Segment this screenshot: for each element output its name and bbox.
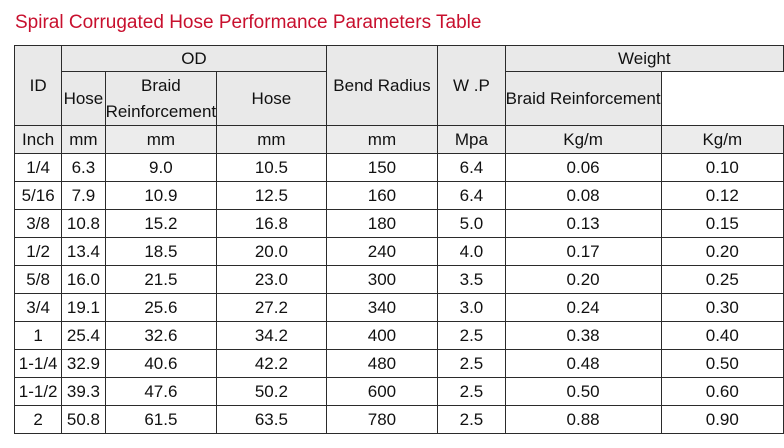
table-row [15, 350, 784, 378]
bend-radius-cell: 480 [326, 350, 438, 378]
id-mm-cell: 13.4 [62, 238, 105, 266]
id-inch-cell: 3/4 [15, 294, 62, 322]
table-row [15, 294, 784, 322]
wp-cell: 2.5 [438, 322, 505, 350]
od-hose-cell: 15.2 [105, 210, 217, 238]
wp-cell: 3.5 [438, 266, 505, 294]
table-row [15, 322, 784, 350]
od-hose-cell: 47.6 [105, 378, 217, 406]
od-braid-cell: 63.5 [217, 406, 327, 434]
od-braid-cell: 10.5 [217, 154, 327, 182]
wp-cell: 5.0 [438, 210, 505, 238]
id-mm-cell: 50.8 [62, 406, 105, 434]
wp-cell: 4.0 [438, 238, 505, 266]
weight-hose-cell: 0.13 [505, 210, 661, 238]
unit-inch: Inch [15, 126, 62, 154]
od-hose-cell: 9.0 [105, 154, 217, 182]
weight-header: Weight [505, 46, 783, 72]
unit-od-braid-mm: mm [217, 126, 327, 154]
od-hose-cell: 10.9 [105, 182, 217, 210]
od-braid-cell: 34.2 [217, 322, 327, 350]
weight-hose-cell: 0.06 [505, 154, 661, 182]
weight-hose-cell: 0.88 [505, 406, 661, 434]
table-row [15, 406, 784, 434]
unit-weight-braid: Kg/m [661, 126, 783, 154]
od-braid-cell: 16.8 [217, 210, 327, 238]
bend-radius-cell: 180 [326, 210, 438, 238]
wp-cell: 2.5 [438, 350, 505, 378]
unit-wp-mpa: Mpa [438, 126, 505, 154]
id-inch-cell: 5/8 [15, 266, 62, 294]
table-row [15, 210, 784, 238]
bend-radius-cell: 300 [326, 266, 438, 294]
weight-braid-cell: 0.20 [661, 238, 783, 266]
weight-hose-cell: 0.50 [505, 378, 661, 406]
wp-header: W .P [438, 46, 505, 126]
od-braid-header-line1: Braid [141, 75, 181, 95]
od-header: OD [62, 46, 326, 72]
od-hose-header: Hose [62, 72, 105, 126]
bend-radius-cell: 150 [326, 154, 438, 182]
table-row [15, 238, 784, 266]
od-braid-cell: 50.2 [217, 378, 327, 406]
id-inch-cell: 5/16 [15, 182, 62, 210]
weight-hose-cell: 0.20 [505, 266, 661, 294]
units-row [15, 126, 784, 154]
bend-radius-cell: 780 [326, 406, 438, 434]
wp-cell: 2.5 [438, 378, 505, 406]
id-mm-cell: 32.9 [62, 350, 105, 378]
od-braid-cell: 12.5 [217, 182, 327, 210]
table-row [15, 182, 784, 210]
id-inch-cell: 1/4 [15, 154, 62, 182]
unit-od-hose-mm: mm [105, 126, 217, 154]
od-braid-cell: 23.0 [217, 266, 327, 294]
bend-radius-cell: 400 [326, 322, 438, 350]
weight-braid-cell: 0.40 [661, 322, 783, 350]
weight-braid-cell: 0.30 [661, 294, 783, 322]
weight-braid-cell: 0.50 [661, 350, 783, 378]
od-hose-cell: 32.6 [105, 322, 217, 350]
id-inch-cell: 1-1/4 [15, 350, 62, 378]
od-braid-header [105, 72, 217, 126]
id-mm-cell: 7.9 [62, 182, 105, 210]
id-mm-cell: 6.3 [62, 154, 105, 182]
wp-cell: 6.4 [438, 182, 505, 210]
id-mm-cell: 16.0 [62, 266, 105, 294]
od-hose-cell: 21.5 [105, 266, 217, 294]
weight-braid-cell: 0.90 [661, 406, 783, 434]
table-title: Spiral Corrugated Hose Performance Parameters Table [15, 12, 482, 33]
id-inch-cell: 1-1/2 [15, 378, 62, 406]
unit-id-mm: mm [62, 126, 105, 154]
id-mm-cell: 19.1 [62, 294, 105, 322]
weight-braid-cell: 0.10 [661, 154, 783, 182]
table-row [15, 378, 784, 406]
weight-braid-cell: 0.60 [661, 378, 783, 406]
wp-cell: 6.4 [438, 154, 505, 182]
od-hose-cell: 25.6 [105, 294, 217, 322]
weight-hose-cell: 0.38 [505, 322, 661, 350]
id-header: ID [15, 46, 62, 126]
bend-radius-cell: 240 [326, 238, 438, 266]
id-inch-cell: 2 [15, 406, 62, 434]
id-mm-cell: 39.3 [62, 378, 105, 406]
weight-hose-cell: 0.48 [505, 350, 661, 378]
header-row-top [15, 46, 784, 72]
id-inch-cell: 1/2 [15, 238, 62, 266]
id-inch-cell: 3/8 [15, 210, 62, 238]
bend-radius-cell: 340 [326, 294, 438, 322]
od-braid-cell: 20.0 [217, 238, 327, 266]
weight-hose-cell: 0.08 [505, 182, 661, 210]
wp-cell: 2.5 [438, 406, 505, 434]
bend-radius-cell: 600 [326, 378, 438, 406]
weight-hose-cell: 0.17 [505, 238, 661, 266]
weight-hose-cell: 0.24 [505, 294, 661, 322]
weight-hose-header: Hose [217, 72, 327, 126]
od-hose-cell: 61.5 [105, 406, 217, 434]
table-row [15, 154, 784, 182]
unit-bend-mm: mm [326, 126, 438, 154]
weight-braid-header: Braid Reinforcement [505, 72, 661, 126]
od-braid-header-line2: Reinforcement [105, 101, 217, 121]
hose-parameters-table [14, 45, 784, 434]
id-inch-cell: 1 [15, 322, 62, 350]
id-mm-cell: 25.4 [62, 322, 105, 350]
bend-radius-header: Bend Radius [326, 46, 438, 126]
weight-braid-cell: 0.15 [661, 210, 783, 238]
od-hose-cell: 40.6 [105, 350, 217, 378]
bend-radius-cell: 160 [326, 182, 438, 210]
wp-cell: 3.0 [438, 294, 505, 322]
table-row [15, 266, 784, 294]
od-braid-cell: 27.2 [217, 294, 327, 322]
weight-braid-cell: 0.25 [661, 266, 783, 294]
unit-weight-hose: Kg/m [505, 126, 661, 154]
weight-braid-cell: 0.12 [661, 182, 783, 210]
id-mm-cell: 10.8 [62, 210, 105, 238]
od-hose-cell: 18.5 [105, 238, 217, 266]
od-braid-cell: 42.2 [217, 350, 327, 378]
